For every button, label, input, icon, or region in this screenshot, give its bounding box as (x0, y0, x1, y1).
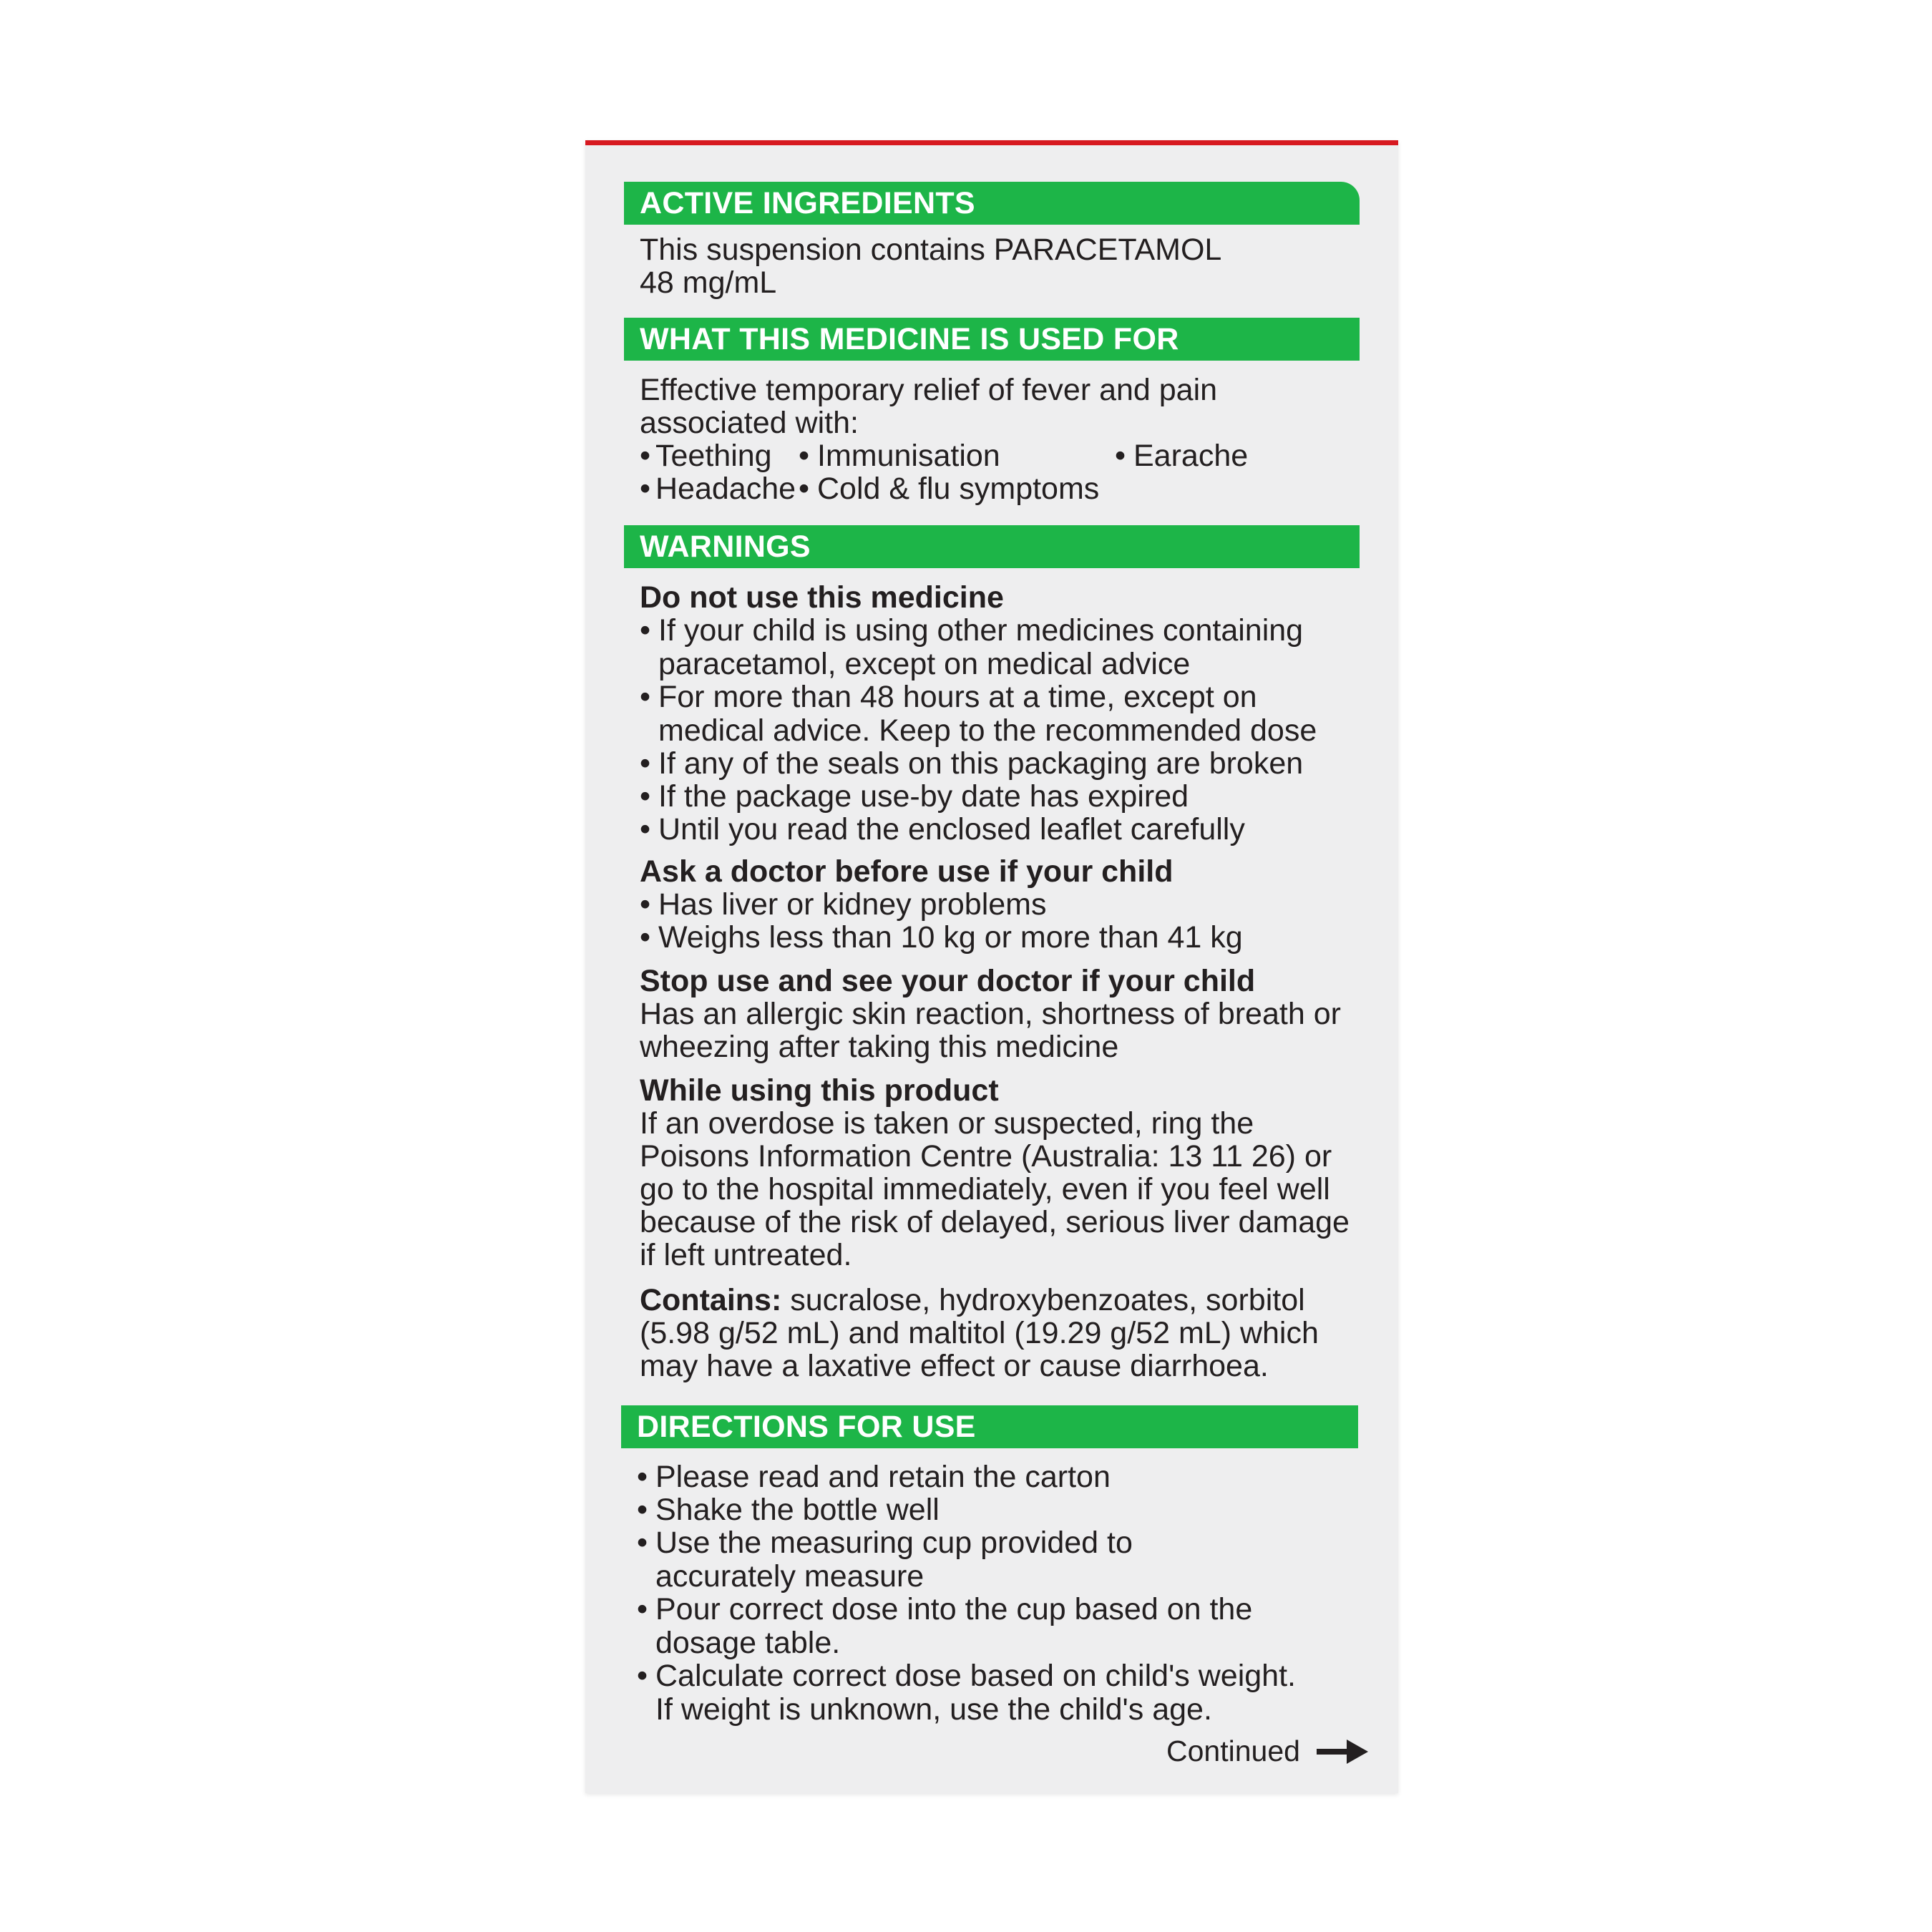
ask-doctor-title: Ask a doctor before use if your child (640, 854, 1174, 889)
do-not-use-item: • If any of the seals on this packaging are broken (640, 746, 1304, 781)
bullet: • (799, 439, 810, 473)
ask-doctor-item: • Has liver or kidney problems (640, 887, 1047, 922)
while-using-line: If an overdose is taken or suspected, ring the (640, 1106, 1254, 1141)
do-not-use-item: • If your child is using other medicines containing paracetamol, except on medical advice (640, 613, 1304, 681)
direction-item: • Calculate correct dose based on child's weight. If weight is unknown, use the child's age. (637, 1659, 1296, 1727)
bullet: • (637, 1460, 648, 1494)
carton-panel (585, 140, 1398, 1793)
stop-use-line: wheezing after taking this medicine (640, 1030, 1119, 1064)
direction-item: • Use the measuring cup provided to accurately measure (637, 1526, 1133, 1594)
active-ingredients-line-1: This suspension contains PARACETAMOL (640, 233, 1222, 267)
direction-item: • Pour correct dose into the cup based on the dosage table. (637, 1592, 1253, 1660)
do-not-use-title: Do not use this medicine (640, 580, 1004, 615)
bullet: • (637, 1659, 648, 1693)
active-ingredients-line-2: 48 mg/mL (640, 265, 777, 300)
ask-doctor-item: • Weighs less than 10 kg or more than 41 kg (640, 920, 1243, 955)
while-using-line: if left untreated. (640, 1238, 852, 1272)
while-using-line: Poisons Information Centre (Australia: 13 11 26) or (640, 1139, 1332, 1174)
bullet: • (1115, 439, 1126, 473)
direction-item: • Please read and retain the carton (637, 1460, 1111, 1494)
bullet: • (640, 472, 651, 506)
bullet: • (640, 887, 651, 922)
bullet: • (637, 1493, 648, 1527)
contains-label: Contains: (640, 1283, 782, 1317)
bullet: • (640, 920, 651, 955)
direction-item: • Shake the bottle well (637, 1493, 940, 1527)
do-not-use-item: • Until you read the enclosed leaflet carefully (640, 812, 1245, 847)
contains-line-1 (640, 1284, 1305, 1317)
uses-intro-line-2: associated with: (640, 406, 859, 440)
uses-heading: WHAT THIS MEDICINE IS USED FOR (624, 318, 1360, 361)
while-using-title: While using this product (640, 1073, 999, 1108)
use-item-headache: • Headache (640, 472, 796, 506)
bullet: • (637, 1526, 648, 1560)
stop-use-line: Has an allergic skin reaction, shortness of breath or (640, 997, 1341, 1031)
bullet: • (640, 812, 651, 847)
bullet: • (640, 746, 651, 781)
red-top-stripe (585, 140, 1398, 145)
use-item-earache: • Earache (1115, 439, 1249, 473)
bullet: • (640, 680, 651, 714)
warnings-heading: WARNINGS (624, 525, 1360, 568)
contains-text: sucralose, hydroxybenzoates, sorbitol (790, 1283, 1305, 1317)
uses-intro-line-1: Effective temporary relief of fever and pain (640, 373, 1218, 407)
while-using-line: go to the hospital immediately, even if you feel well (640, 1172, 1330, 1206)
do-not-use-item: • If the package use-by date has expired (640, 779, 1189, 814)
arrow-right-icon (1315, 1737, 1370, 1766)
stop-use-title: Stop use and see your doctor if your child (640, 964, 1256, 998)
contains-line-2: (5.98 g/52 mL) and maltitol (19.29 g/52 mL) which (640, 1316, 1319, 1350)
use-item-immunisation: • Immunisation (799, 439, 1000, 473)
bullet: • (640, 779, 651, 814)
use-item-teething: • Teething (640, 439, 772, 473)
while-using-line: because of the risk of delayed, serious liver damage (640, 1205, 1350, 1239)
bullet: • (637, 1592, 648, 1626)
directions-heading: DIRECTIONS FOR USE (621, 1405, 1358, 1448)
bullet: • (640, 439, 651, 473)
continued-label: Continued (1166, 1735, 1300, 1767)
active-ingredients-heading: ACTIVE INGREDIENTS (624, 182, 1360, 225)
bullet: • (640, 613, 651, 648)
bullet: • (799, 472, 810, 506)
contains-line-3: may have a laxative effect or cause diarrhoea. (640, 1349, 1269, 1383)
do-not-use-item: • For more than 48 hours at a time, except on medical advice. Keep to the recommended dose (640, 680, 1317, 748)
use-item-cold-flu: • Cold & flu symptoms (799, 472, 1100, 506)
